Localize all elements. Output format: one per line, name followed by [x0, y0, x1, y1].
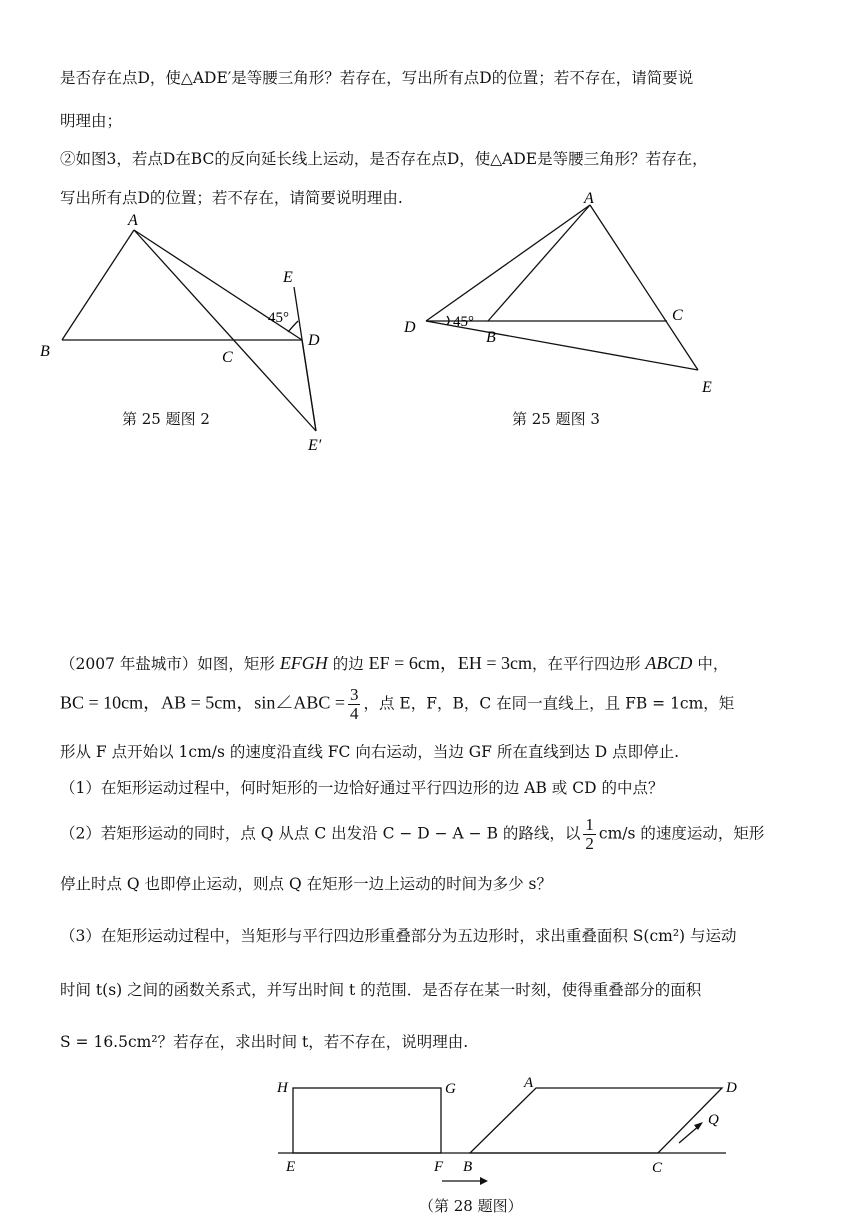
label-B: B	[463, 1159, 473, 1175]
math-run: BC = 10cm，AB = 5cm	[60, 692, 237, 713]
math-run: EFGH	[279, 653, 328, 673]
text-run: ，点 E，F，B，C 在同一直线上，且 FB = 1cm，矩	[363, 694, 735, 713]
fraction-num: 1	[585, 815, 594, 834]
figure-caption: 第 25 题图 3	[512, 410, 600, 428]
text-line: 时间 t(s) 之间的函数关系式，并写出时间 t 的范围．是否存在某一时刻，使得重叠部分的面积	[60, 981, 702, 999]
text-line: 是否存在点D，使△ADE′是等腰三角形？若存在，写出所有点D的位置；若不存在，请简要说	[60, 69, 694, 87]
f-arrow-head	[480, 1177, 488, 1185]
parallelogram-abcd	[470, 1088, 722, 1153]
text-line: 形从 F 点开始以 1cm/s 的速度沿直线 FC 向右运动，当边 GF 所在直线到达 D 点即停止.	[60, 743, 680, 761]
text-line: （3）在矩形运动过程中，当矩形与平行四边形重叠部分为五边形时，求出重叠面积 S(cm²) 与运动	[60, 927, 737, 945]
text-line: 停止时点 Q 也即停止运动，则点 Q 在矩形一边上运动的时间为多少 s？	[60, 875, 553, 893]
text-line: （1）在矩形运动过程中，何时矩形的一边恰好通过平行四边形的边 AB 或 CD 的中点？	[60, 779, 664, 797]
text-run: ，在平行四边形	[531, 655, 646, 673]
fraction-den: 4	[349, 704, 359, 723]
text-line: 写出所有点D的位置；若不存在，请简要说明理由.	[60, 189, 403, 207]
label-D: D	[308, 332, 320, 349]
math-run: ABCD	[645, 653, 693, 673]
label-A: A	[524, 1075, 534, 1091]
fraction-den: 2	[585, 834, 594, 853]
label-H: H	[277, 1080, 288, 1096]
text-line: ②如图3，若点D在BC的反向延长线上运动，是否存在点D，使△ADE是等腰三角形？若存在，	[60, 150, 708, 168]
figure-25-2	[62, 230, 316, 431]
figure-caption: 第 25 题图 2	[122, 410, 210, 428]
text-run: （2）若矩形运动的同时，点 Q 从点 C 出发沿 C − D − A − B 的路线，以	[60, 824, 581, 843]
label-D: D	[726, 1080, 737, 1096]
math-run: EF = 6cm，EH = 3cm	[368, 653, 532, 673]
figure-25-3	[426, 205, 698, 370]
math-run: ，sin∠ABC =	[236, 692, 345, 713]
text-run: 的边	[327, 655, 369, 673]
label-A: A	[128, 212, 138, 229]
label-F: F	[434, 1159, 444, 1175]
figure-caption: （第 28 题图）	[419, 1197, 523, 1215]
label-C: C	[652, 1160, 663, 1176]
text-run: cm/s 的速度运动，矩形	[598, 824, 765, 843]
angle-45: 45°	[268, 310, 289, 326]
fraction-num: 3	[349, 685, 359, 704]
angle-45: 45°	[453, 314, 474, 330]
text-line	[60, 649, 728, 675]
label-E: E	[702, 379, 712, 396]
text-line	[60, 686, 734, 723]
label-Q: Q	[708, 1112, 719, 1128]
text-line: 明理由；	[60, 112, 123, 130]
label-E: E	[286, 1159, 296, 1175]
angle-arc	[288, 321, 298, 332]
label-D: D	[404, 319, 416, 336]
segment-ae	[590, 205, 698, 370]
label-A: A	[584, 190, 594, 207]
fraction	[348, 686, 361, 723]
text-run: 中，	[692, 655, 729, 673]
text-run: （2007 年盐城市）如图，矩形	[60, 655, 280, 673]
text-line	[60, 816, 764, 853]
segment-ab	[488, 205, 590, 321]
label-C: C	[222, 349, 233, 366]
segment-ad	[426, 205, 590, 321]
label-E-prime: E′	[308, 437, 322, 454]
label-E: E	[283, 269, 293, 286]
label-C: C	[672, 307, 683, 324]
rectangle-efgh	[293, 1088, 441, 1153]
fraction	[583, 816, 596, 853]
label-G: G	[445, 1081, 456, 1097]
segment-ab	[62, 230, 134, 340]
label-B: B	[40, 343, 50, 360]
label-B: B	[486, 329, 496, 346]
text-line: S = 16.5cm²？若存在，求出时间 t，若不存在，说明理由.	[60, 1033, 469, 1051]
